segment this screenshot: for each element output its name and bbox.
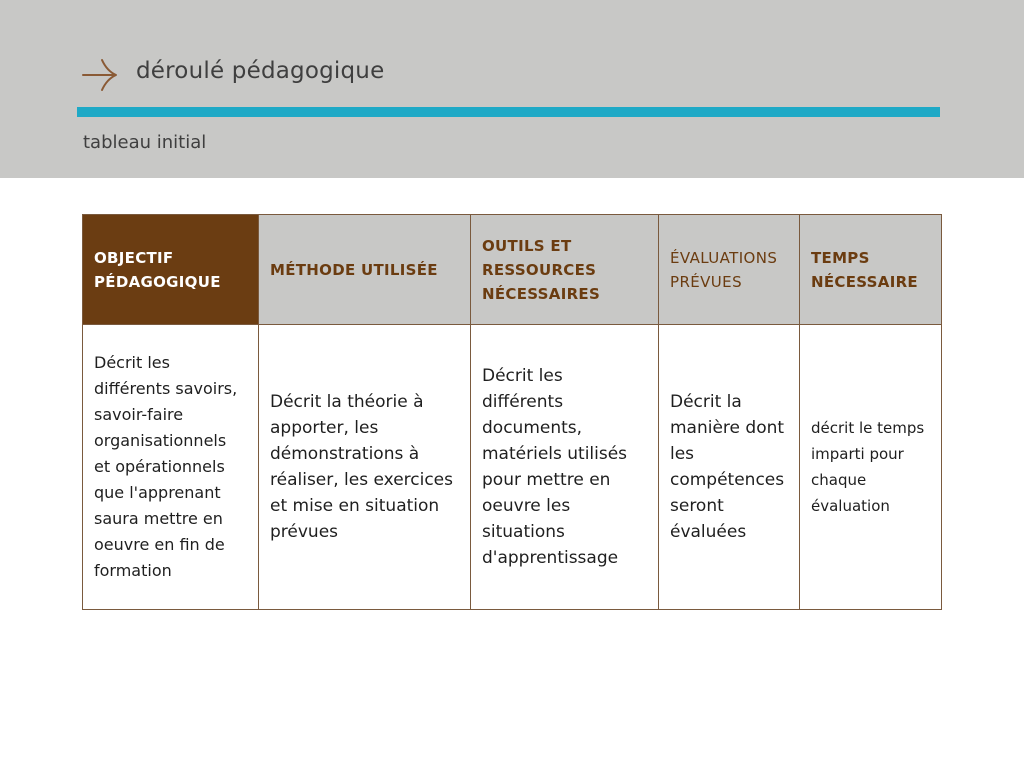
page-title: déroulé pédagogique <box>136 58 385 84</box>
accent-bar <box>77 107 940 117</box>
cell-temps-description: décrit le temps imparti pour chaque évaluation <box>800 325 942 610</box>
cell-outils-description: Décrit les différents documents, matériels utilisés pour mettre en oeuvre les situations d'apprentissage <box>471 325 659 610</box>
table-row <box>83 325 942 610</box>
arrow-right-icon <box>81 57 119 93</box>
cell-methode-description: Décrit la théorie à apporter, les démonstrations à réaliser, les exercices et mise en situation prévues <box>259 325 471 610</box>
pedagogical-table <box>82 214 942 610</box>
column-header-methode: MÉTHODE UTILISÉE <box>259 215 471 325</box>
column-header-evaluations: ÉVALUATIONS PRÉVUES <box>659 215 800 325</box>
page-subtitle: tableau initial <box>83 132 207 153</box>
cell-evaluations-description: Décrit la manière dont les compétences seront évaluées <box>659 325 800 610</box>
column-header-outils: OUTILS ET RESSOURCES NÉCESSAIRES <box>471 215 659 325</box>
cell-objectif-description: Décrit les différents savoirs, savoir-faire organisationnels et opérationnels que l'apprenant saura mettre en oeuvre en fin de formation <box>83 325 259 610</box>
column-header-temps: TEMPS NÉCESSAIRE <box>800 215 942 325</box>
column-header-objectif: OBJECTIF PÉDAGOGIQUE <box>83 215 259 325</box>
table-header-row <box>83 215 942 325</box>
